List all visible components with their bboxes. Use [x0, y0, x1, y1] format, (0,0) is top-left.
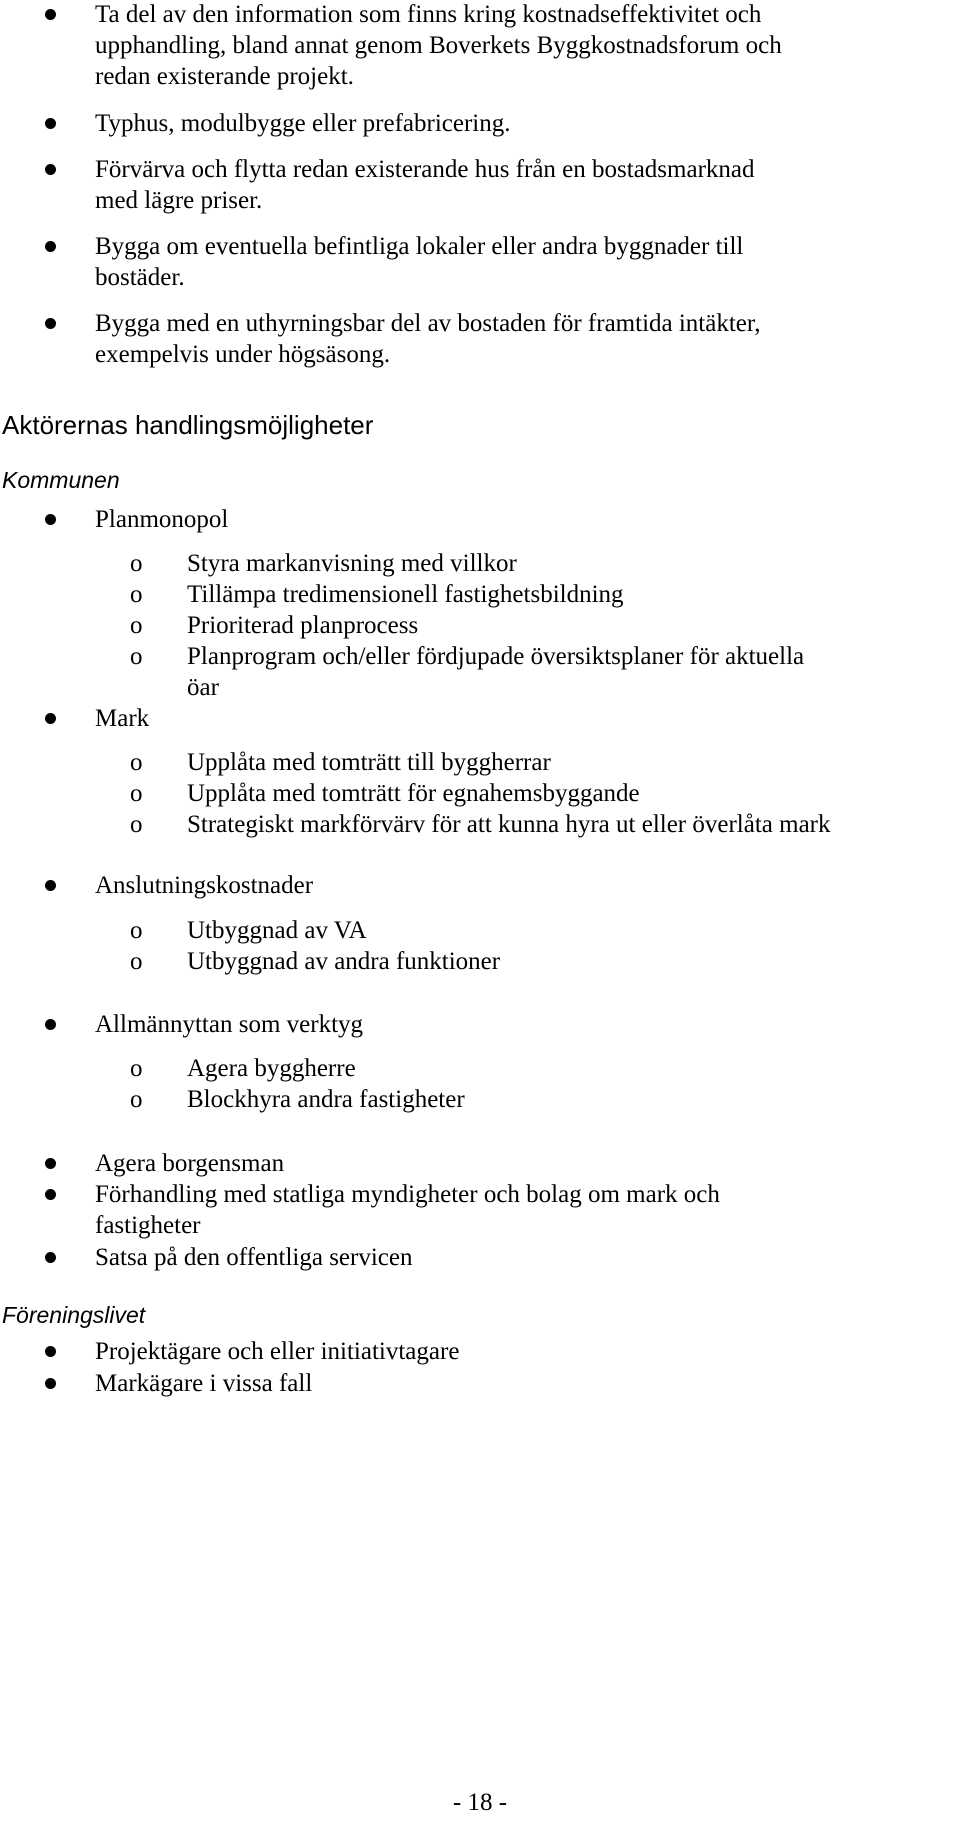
sub-list-item: Strategiskt markförvärv för att kunna hyra ut eller överlåta mark — [187, 811, 831, 838]
sub-bullet-icon: o — [130, 550, 143, 577]
sub-bullet-icon: o — [130, 780, 143, 807]
list-item-line: Förvärva och flytta redan existerande hus från en bostadsmarknad — [95, 156, 755, 183]
bullet-icon — [45, 880, 56, 891]
section-heading: Aktörernas handlingsmöjligheter — [2, 410, 374, 440]
sub-bullet-icon: o — [130, 811, 143, 838]
sub-bullet-icon: o — [130, 612, 143, 639]
bullet-icon — [45, 318, 56, 329]
sub-bullet-icon: o — [130, 948, 143, 975]
sub-list-item: Upplåta med tomträtt för egnahemsbyggande — [187, 780, 640, 807]
list-item-planmonopol: Planmonopol — [95, 506, 229, 533]
list-item-line: bostäder. — [95, 264, 185, 291]
list-item-line: upphandling, bland annat genom Boverkets Byggkostnadsforum och — [95, 32, 782, 59]
list-item-anslutningskostnader: Anslutningskostnader — [95, 872, 314, 899]
sub-bullet-icon: o — [130, 749, 143, 776]
bullet-icon — [45, 118, 56, 129]
sub-bullet-icon: o — [130, 581, 143, 608]
list-item-line: Bygga med en uthyrningsbar del av bostaden för framtida intäkter, — [95, 310, 761, 337]
list-item-line: Typhus, modulbygge eller prefabricering. — [95, 110, 511, 137]
sub-bullet-icon: o — [130, 643, 143, 670]
list-item-line: Bygga om eventuella befintliga lokaler eller andra byggnader till — [95, 233, 744, 260]
list-item-line: exempelvis under högsäsong. — [95, 341, 391, 368]
sub-list-item: Styra markanvisning med villkor — [187, 550, 517, 577]
subsection-heading-foreningslivet: Föreningslivet — [2, 1302, 146, 1328]
bullet-icon — [45, 241, 56, 252]
sub-list-item: Blockhyra andra fastigheter — [187, 1086, 465, 1113]
list-item-agera-borgensman: Agera borgensman — [95, 1150, 285, 1177]
list-item: Markägare i vissa fall — [95, 1370, 313, 1397]
list-item: Projektägare och eller initiativtagare — [95, 1338, 460, 1365]
subsection-heading-kommunen: Kommunen — [2, 467, 120, 493]
list-item-forhandling-continuation: fastigheter — [95, 1212, 201, 1239]
sub-list-item: Utbyggnad av VA — [187, 917, 367, 944]
bullet-icon — [45, 713, 56, 724]
sub-bullet-icon: o — [130, 1055, 143, 1082]
sub-list-item: Prioriterad planprocess — [187, 612, 419, 639]
sub-list-item: Tillämpa tredimensionell fastighetsbildning — [187, 581, 624, 608]
bullet-icon — [45, 1019, 56, 1030]
list-item-mark: Mark — [95, 705, 150, 732]
bullet-icon — [45, 9, 56, 20]
bullet-icon — [45, 1378, 56, 1389]
list-item-line: med lägre priser. — [95, 187, 263, 214]
list-item-line: Ta del av den information som finns kring kostnadseffektivitet och — [95, 1, 762, 28]
bullet-icon — [45, 1346, 56, 1357]
sub-list-item: Planprogram och/eller fördjupade översiktsplaner för aktuella — [187, 643, 805, 670]
sub-bullet-icon: o — [130, 1086, 143, 1113]
sub-list-item: Utbyggnad av andra funktioner — [187, 948, 501, 975]
sub-list-item: Agera byggherre — [187, 1055, 356, 1082]
bullet-icon — [45, 1252, 56, 1263]
sub-bullet-icon: o — [130, 917, 143, 944]
list-item-satsa: Satsa på den offentliga servicen — [95, 1244, 413, 1271]
list-item-allmannyttan: Allmännyttan som verktyg — [95, 1011, 364, 1038]
list-item-line: redan existerande projekt. — [95, 63, 354, 90]
bullet-icon — [45, 1158, 56, 1169]
sub-list-item: Upplåta med tomträtt till byggherrar — [187, 749, 551, 776]
bullet-icon — [45, 514, 56, 525]
bullet-icon — [45, 1189, 56, 1200]
list-item-forhandling: Förhandling med statliga myndigheter och bolag om mark och — [95, 1181, 720, 1208]
page-number: - 18 - — [452, 1789, 508, 1816]
sub-list-item-continuation: öar — [187, 674, 219, 701]
bullet-icon — [45, 164, 56, 175]
